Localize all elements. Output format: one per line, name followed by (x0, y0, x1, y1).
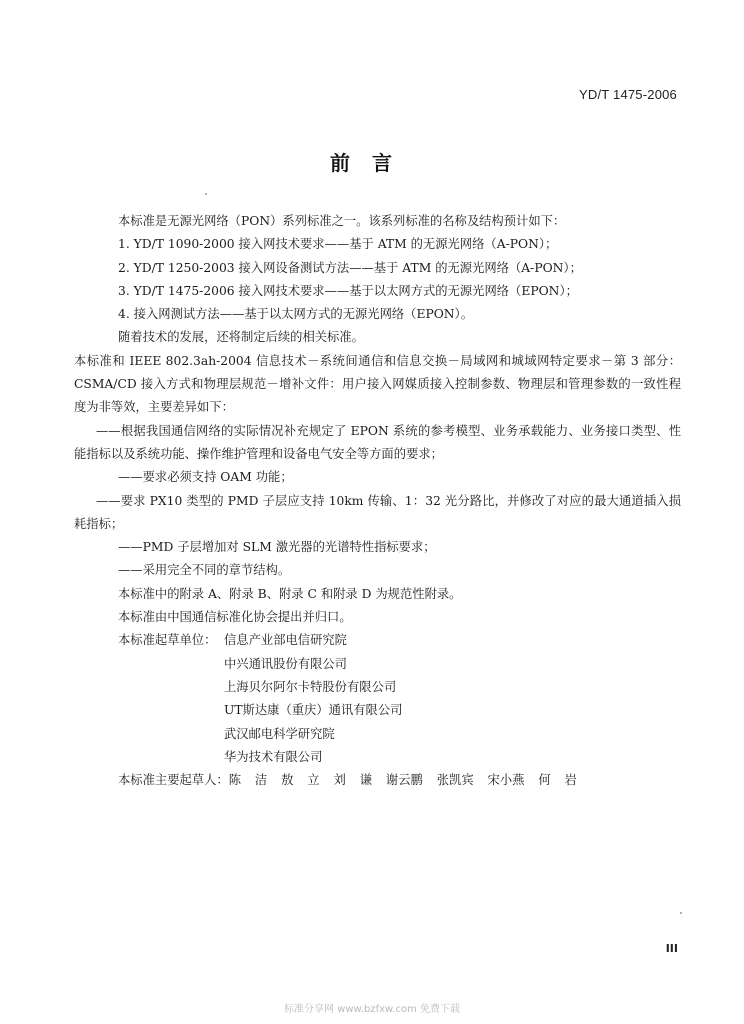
diff-item: ——要求必须支持 OAM 功能； (118, 470, 293, 485)
list-item: 信息产业部电信研究院 (224, 633, 347, 648)
list-item: 华为技术有限公司 (224, 749, 323, 764)
list-item: 中兴通讯股份有限公司 (224, 656, 347, 671)
list-item: 2. YD/T 1250-2003 接入网设备测试方法——基于 ATM 的无源光网络（A-PON）； (118, 260, 582, 275)
list-item: 上海贝尔阿尔卡特股份有限公司 (224, 679, 397, 694)
list-item: 1. YD/T 1090-2000 接入网技术要求——基于 ATM 的无源光网络（A-PON）； (118, 237, 558, 252)
diff-item: ——采用完全不同的章节结构。 (118, 563, 291, 578)
list-item: 3. YD/T 1475-2006 接入网技术要求——基于以太网方式的无源光网络（EPON）； (118, 283, 578, 298)
page-title: 前言 (330, 151, 414, 175)
list-item: UT斯达康（重庆）通讯有限公司 (224, 703, 403, 718)
future-paragraph: 随着技术的发展，还将制定后续的相关标准。 (118, 330, 364, 345)
document-code: YD/T 1475-2006 (579, 87, 677, 102)
annex-paragraph: 本标准中的附录 A、附录 B、附录 C 和附录 D 为规范性附录。 (118, 586, 462, 601)
drafting-units (96, 629, 681, 769)
relation-paragraph: 本标准和 IEEE 802.3ah-2004 信息技术－系统间通信和信息交换－局域网和城域网特定要求－第 3 部分：CSMA/CD 接入方式和物理层规范－增补文件：用户接入网媒质接入控制参数、物理层和管理参数的一致性程度为非等效，主要差异如下： (74, 353, 681, 415)
drafting-units-list (224, 629, 681, 769)
diff-item: ——要求 PX10 类型的 PMD 子层应支持 10km 传输、1：32 光分路比，并修改了对应的最大通道插入损耗指标； (74, 493, 681, 531)
watermark: 标准分享网 www.bzfxw.com 免费下载 (284, 1004, 460, 1015)
intro-paragraph: 本标准是无源光网络（PON）系列标准之一。该系列标准的名称及结构预计如下： (118, 214, 566, 228)
drafters-line (96, 769, 681, 792)
proposer-paragraph: 本标准由中国通信标准化协会提出并归口。 (118, 610, 352, 625)
list-item: 4. 接入网测试方法——基于以太网方式的无源光网络（EPON）。 (118, 307, 474, 322)
scan-speck (205, 193, 207, 195)
list-item: 武汉邮电科学研究院 (224, 726, 335, 741)
scan-speck (680, 912, 682, 914)
drafters-names: 陈 洁 敖 立 刘 谦 谢云鹏 张凯宾 宋小燕 何 岩 (228, 773, 577, 788)
diff-item: ——PMD 子层增加对 SLM 激光器的光谱特性指标要求； (118, 540, 436, 555)
drafting-units-label: 本标准起草单位： (118, 633, 217, 648)
drafters-label: 本标准主要起草人： (118, 773, 229, 788)
page-number: III (665, 942, 678, 955)
document-body (74, 210, 681, 792)
diff-item: ——根据我国通信网络的实际情况补充规定了 EPON 系统的参考模型、业务承载能力、业务接口类型、性能指标以及系统功能、操作维护管理和设备电气安全等方面的要求； (74, 423, 681, 461)
